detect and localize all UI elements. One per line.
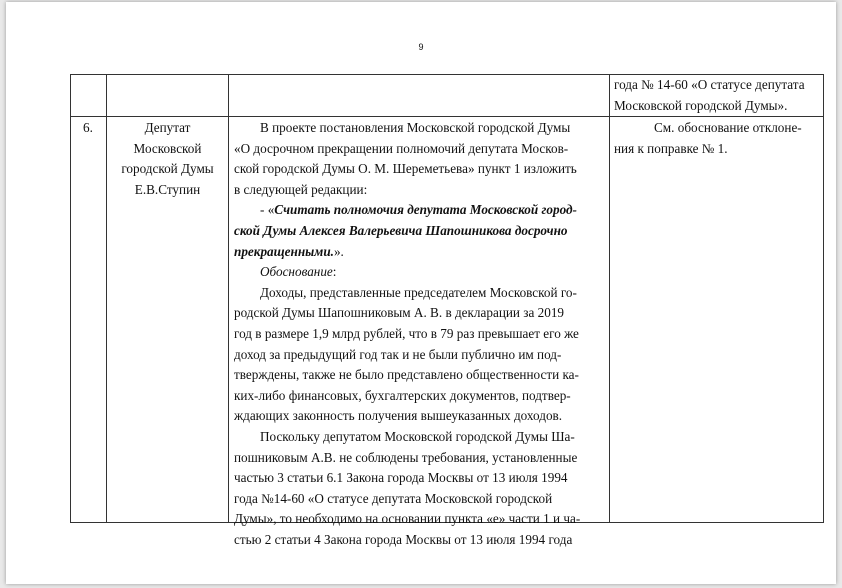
text-line: ской городской Думы О. М. Шереметьева» пункт 1 изложить xyxy=(234,161,577,177)
text-line: пошниковым А.В. не соблюдены требования, установленные xyxy=(234,449,578,465)
column-divider-2 xyxy=(228,74,229,523)
text-line: ждающих законность получения вышеуказанных доходов. xyxy=(234,408,563,424)
column-divider-3 xyxy=(609,74,610,523)
table-left-border xyxy=(70,74,71,523)
text-line: В проекте постановления Московской городской Думы xyxy=(260,120,571,135)
text-line: частью 3 статьи 6.1 Закона города Москвы от 13 июля 1994 xyxy=(234,470,568,486)
amendment-text-cell xyxy=(234,118,604,550)
quote-suffix: ». xyxy=(333,243,344,259)
quote-text: Считать полномочия депутата Московской город- xyxy=(274,202,577,218)
text-line: Московской городской Думы». xyxy=(614,97,788,113)
text-line: в следующей редакции: xyxy=(234,181,368,197)
document-page xyxy=(6,2,836,584)
justification-heading xyxy=(234,262,604,283)
comment-cell xyxy=(614,118,818,159)
quote-line xyxy=(234,242,604,263)
text-line: родской Думы Шапошниковым А. В. в декларации за 2019 xyxy=(234,305,565,321)
comment-line: ния к поправке № 1. xyxy=(614,140,728,156)
justification-colon: : xyxy=(332,264,337,280)
text-line: тверждены, также не было представлено общественности ка- xyxy=(234,367,579,383)
text-line: Думы», то необходимо на основании пункта «е» части 1 и ча- xyxy=(234,511,581,527)
row-number: 6. xyxy=(83,120,93,135)
text-line: доход за предыдущий год так и не были публично им под- xyxy=(234,346,562,362)
row-number-cell xyxy=(70,118,106,139)
author-line: Московской xyxy=(133,140,202,156)
text-line: стью 2 статьи 4 Закона города Москвы от 13 июля 1994 года xyxy=(234,531,573,547)
text-line: Доходы, представленные председателем Московской го- xyxy=(260,284,577,300)
comment-line: См. обоснование отклоне- xyxy=(654,120,802,135)
author-cell xyxy=(107,118,228,200)
text-line: ких-либо финансовых, бухгалтерских документов, подтвер- xyxy=(234,387,571,403)
continued-comment-cell xyxy=(614,75,818,116)
text-line: Поскольку депутатом Московской городской Думы Ша- xyxy=(260,428,575,444)
quote-prefix: - « xyxy=(260,202,275,218)
author-line: городской Думы xyxy=(121,161,214,177)
quote-text: прекращенными. xyxy=(234,243,334,259)
justification-label: Обоснование xyxy=(260,264,333,280)
text-line: года № 14-60 «О статусе депутата xyxy=(614,77,805,92)
author-line: Е.В.Ступин xyxy=(134,181,201,197)
page-number: 9 xyxy=(418,42,424,52)
text-line: «О досрочном прекращении полномочий депутата Москов- xyxy=(234,140,569,156)
text-line: год в размере 1,9 млрд рублей, что в 79 раз превышает его же xyxy=(234,325,579,341)
quote-line: ской Думы Алексея Валерьевича Шапошникова досрочно xyxy=(234,222,568,238)
author-line: Депутат xyxy=(144,120,191,135)
table-right-border xyxy=(823,74,824,523)
quote-line xyxy=(234,200,604,221)
text-line: года №14-60 «О статусе депутата Московской городской xyxy=(234,490,553,506)
